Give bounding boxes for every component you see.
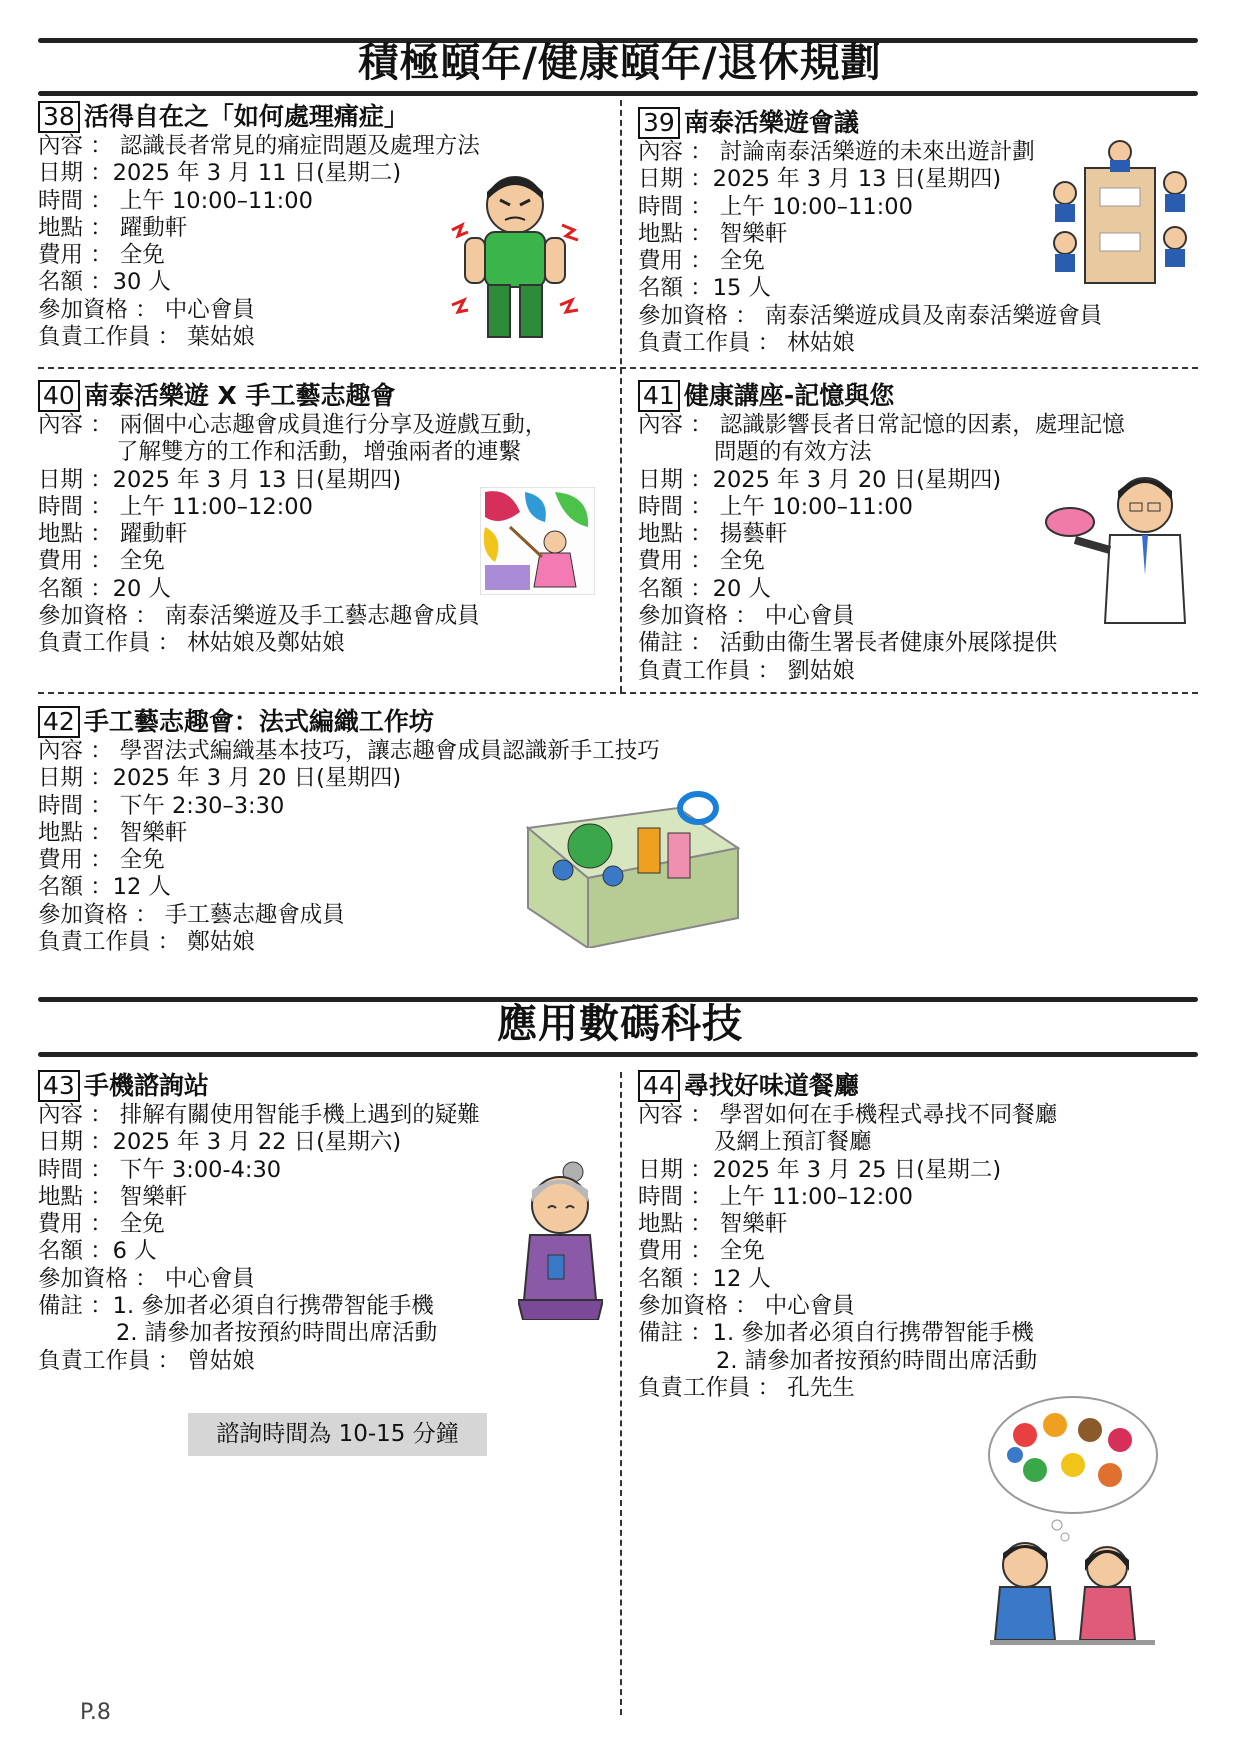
activity-line: 時間 ： 上午 10:00–11:00 xyxy=(638,493,913,520)
activity-heading xyxy=(38,380,547,412)
activity-line: 地點 ： 智樂軒 xyxy=(638,220,788,247)
consult-time-note: 諮詢時間為 10-15 分鐘 xyxy=(188,1413,487,1456)
activity-line: 地點 ： 智樂軒 xyxy=(638,1211,788,1238)
activity-heading xyxy=(38,1070,480,1102)
activity-heading xyxy=(38,101,480,133)
row-divider xyxy=(38,692,1198,694)
section-rule xyxy=(38,1052,1198,1057)
activity-line: 參加資格 ： 南泰活樂遊及手工藝志趣會成員 xyxy=(38,603,480,630)
activity-line: 備註 ： 活動由衞生署長者健康外展隊提供 xyxy=(638,630,1058,657)
activity-number: 41 xyxy=(638,380,680,412)
activity-title: 尋找好味道餐廳 xyxy=(683,1071,859,1100)
activity-line: 日期 ：2025 年 3 月 22 日(星期六) xyxy=(38,1129,402,1156)
activity-line: 2. 請參加者按預約時間出席活動 xyxy=(716,1347,1038,1374)
activity-line: 地點 ： 躍動軒 xyxy=(38,521,188,548)
activity-line: 內容 ： 認識長者常見的痛症問題及處理方法 xyxy=(38,133,480,159)
activity-line: 2. 請參加者按預約時間出席活動 xyxy=(116,1320,438,1347)
column-divider xyxy=(620,1072,622,1715)
activity-43 xyxy=(38,1070,480,1375)
activity-line: 地點 ： 智樂軒 xyxy=(38,819,188,846)
activity-line: 費用 ： 全免 xyxy=(638,548,765,575)
activity-line: 費用 ： 全免 xyxy=(38,1211,165,1238)
activity-line: 負責工作員 ： 葉姑娘 xyxy=(38,324,255,351)
activity-heading xyxy=(38,706,660,738)
activity-heading xyxy=(638,1070,1057,1102)
activity-line: 參加資格 ： 南泰活樂遊成員及南泰活樂遊會員 xyxy=(638,302,1103,329)
activity-line: 備註 ：1. 參加者必須自行携帶智能手機 xyxy=(38,1293,434,1320)
activity-line: 內容 ： 學習法式編織基本技巧，讓志趣會成員認識新手工技巧 xyxy=(38,738,660,764)
activity-line: 名額 ：15 人 xyxy=(638,275,771,302)
activity-title: 南泰活樂遊 X 手工藝志趣會 xyxy=(83,381,396,410)
activity-line: 負責工作員 ： 林姑娘及鄭姑娘 xyxy=(38,630,345,657)
activity-line: 備註 ：1. 參加者必須自行携帶智能手機 xyxy=(638,1320,1034,1347)
activity-38 xyxy=(38,101,480,351)
activity-line: 參加資格 ： 中心會員 xyxy=(638,603,855,630)
activity-line: 了解雙方的工作和活動，增強兩者的連繫 xyxy=(116,439,522,466)
activity-number: 42 xyxy=(38,706,80,738)
pain-man-illustration xyxy=(450,170,580,345)
activity-number: 43 xyxy=(38,1070,80,1102)
activity-line: 負責工作員 ： 曾姑娘 xyxy=(38,1347,255,1374)
activity-line: 內容 ： 討論南泰活樂遊的未來出遊計劃 xyxy=(638,139,1035,165)
activity-number: 38 xyxy=(38,101,80,133)
section-title-wellness: 積極頤年/健康頤年/退休規劃 xyxy=(358,40,882,86)
activity-line: 負責工作員 ： 林姑娘 xyxy=(638,330,855,357)
activity-line: 費用 ： 全免 xyxy=(38,847,165,874)
activity-title: 手機諮詢站 xyxy=(83,1071,209,1100)
activity-line: 時間 ： 上午 11:00–12:00 xyxy=(38,493,313,520)
activity-40 xyxy=(38,380,547,658)
activity-line: 負責工作員 ： 鄭姑娘 xyxy=(38,929,255,956)
activity-line: 內容 ： 認識影響長者日常記憶的因素，處理記憶 xyxy=(638,412,1125,438)
activity-line: 費用 ： 全免 xyxy=(38,242,165,269)
activity-line: 名額 ：20 人 xyxy=(638,575,771,602)
activity-line: 費用 ： 全免 xyxy=(638,1238,765,1265)
activity-line: 參加資格 ： 中心會員 xyxy=(638,1293,855,1320)
activity-line: 時間 ： 下午 3:00-4:30 xyxy=(38,1156,282,1183)
doctor-brain-illustration xyxy=(1045,465,1195,625)
couple-food-illustration xyxy=(985,1395,1160,1660)
activity-line: 費用 ： 全免 xyxy=(38,548,165,575)
activity-line: 地點 ： 躍動軒 xyxy=(38,214,188,241)
activity-line: 地點 ： 智樂軒 xyxy=(38,1183,188,1210)
activity-39 xyxy=(638,107,1102,357)
activity-title: 活得自在之「如何處理痛症」 xyxy=(83,102,409,131)
activity-line: 日期 ：2025 年 3 月 25 日(星期二) xyxy=(638,1156,1002,1183)
meeting-table-illustration xyxy=(1050,138,1190,298)
activity-line: 負責工作員 ： 劉姑娘 xyxy=(638,657,855,684)
section-title-digital: 應用數碼科技 xyxy=(497,1001,743,1047)
activity-line: 日期 ：2025 年 3 月 20 日(星期四) xyxy=(638,466,1002,493)
activity-number: 39 xyxy=(638,107,680,139)
activity-line: 參加資格 ： 手工藝志趣會成員 xyxy=(38,901,345,928)
activity-line: 名額 ：12 人 xyxy=(638,1265,771,1292)
activity-line: 日期 ：2025 年 3 月 20 日(星期四) xyxy=(38,765,402,792)
activity-line: 內容 ： 排解有關使用智能手機上遇到的疑難 xyxy=(38,1102,480,1128)
activity-line: 及網上預訂餐廳 xyxy=(714,1129,872,1156)
activity-line: 問題的有效方法 xyxy=(714,439,872,466)
activity-line: 參加資格 ： 中心會員 xyxy=(38,296,255,323)
activity-line: 內容 ： 學習如何在手機程式尋找不同餐廳 xyxy=(638,1102,1058,1128)
page-number: P.8 xyxy=(80,1700,111,1725)
sewing-box-illustration xyxy=(518,788,748,948)
grandma-phone-illustration xyxy=(518,1160,603,1320)
activity-line: 費用 ： 全免 xyxy=(638,248,765,275)
activity-title: 健康講座-記憶與您 xyxy=(683,381,895,410)
activity-line: 名額 ：6 人 xyxy=(38,1238,157,1265)
activity-line: 時間 ： 上午 11:00–12:00 xyxy=(638,1183,913,1210)
activity-line: 名額 ：12 人 xyxy=(38,874,171,901)
activity-heading xyxy=(638,107,1102,139)
activity-line: 參加資格 ： 中心會員 xyxy=(38,1265,255,1292)
activity-number: 40 xyxy=(38,380,80,412)
activity-line: 時間 ： 上午 10:00–11:00 xyxy=(38,187,313,214)
activity-44 xyxy=(638,1070,1057,1402)
activity-line: 時間 ： 下午 2:30–3:30 xyxy=(38,792,285,819)
activity-line: 地點 ： 揚藝軒 xyxy=(638,521,788,548)
activity-line: 時間 ： 上午 10:00–11:00 xyxy=(638,193,913,220)
activity-line: 日期 ：2025 年 3 月 11 日(星期二) xyxy=(38,160,402,187)
painting-girl-illustration xyxy=(480,487,595,595)
activity-heading xyxy=(638,380,1125,412)
section-rule xyxy=(38,91,1198,96)
activity-number: 44 xyxy=(638,1070,680,1102)
activity-title: 南泰活樂遊會議 xyxy=(683,108,859,137)
activity-line: 負責工作員 ： 孔先生 xyxy=(638,1374,855,1401)
activity-line: 名額 ：30 人 xyxy=(38,269,171,296)
column-divider xyxy=(620,100,622,692)
activity-line: 名額 ：20 人 xyxy=(38,575,171,602)
activity-line: 日期 ：2025 年 3 月 13 日(星期四) xyxy=(38,466,402,493)
activity-title: 手工藝志趣會：法式編織工作坊 xyxy=(83,707,434,736)
activity-line: 內容 ： 兩個中心志趣會成員進行分享及遊戲互動， xyxy=(38,412,548,438)
activity-line: 日期 ：2025 年 3 月 13 日(星期四) xyxy=(638,166,1002,193)
row-divider xyxy=(38,367,1198,369)
